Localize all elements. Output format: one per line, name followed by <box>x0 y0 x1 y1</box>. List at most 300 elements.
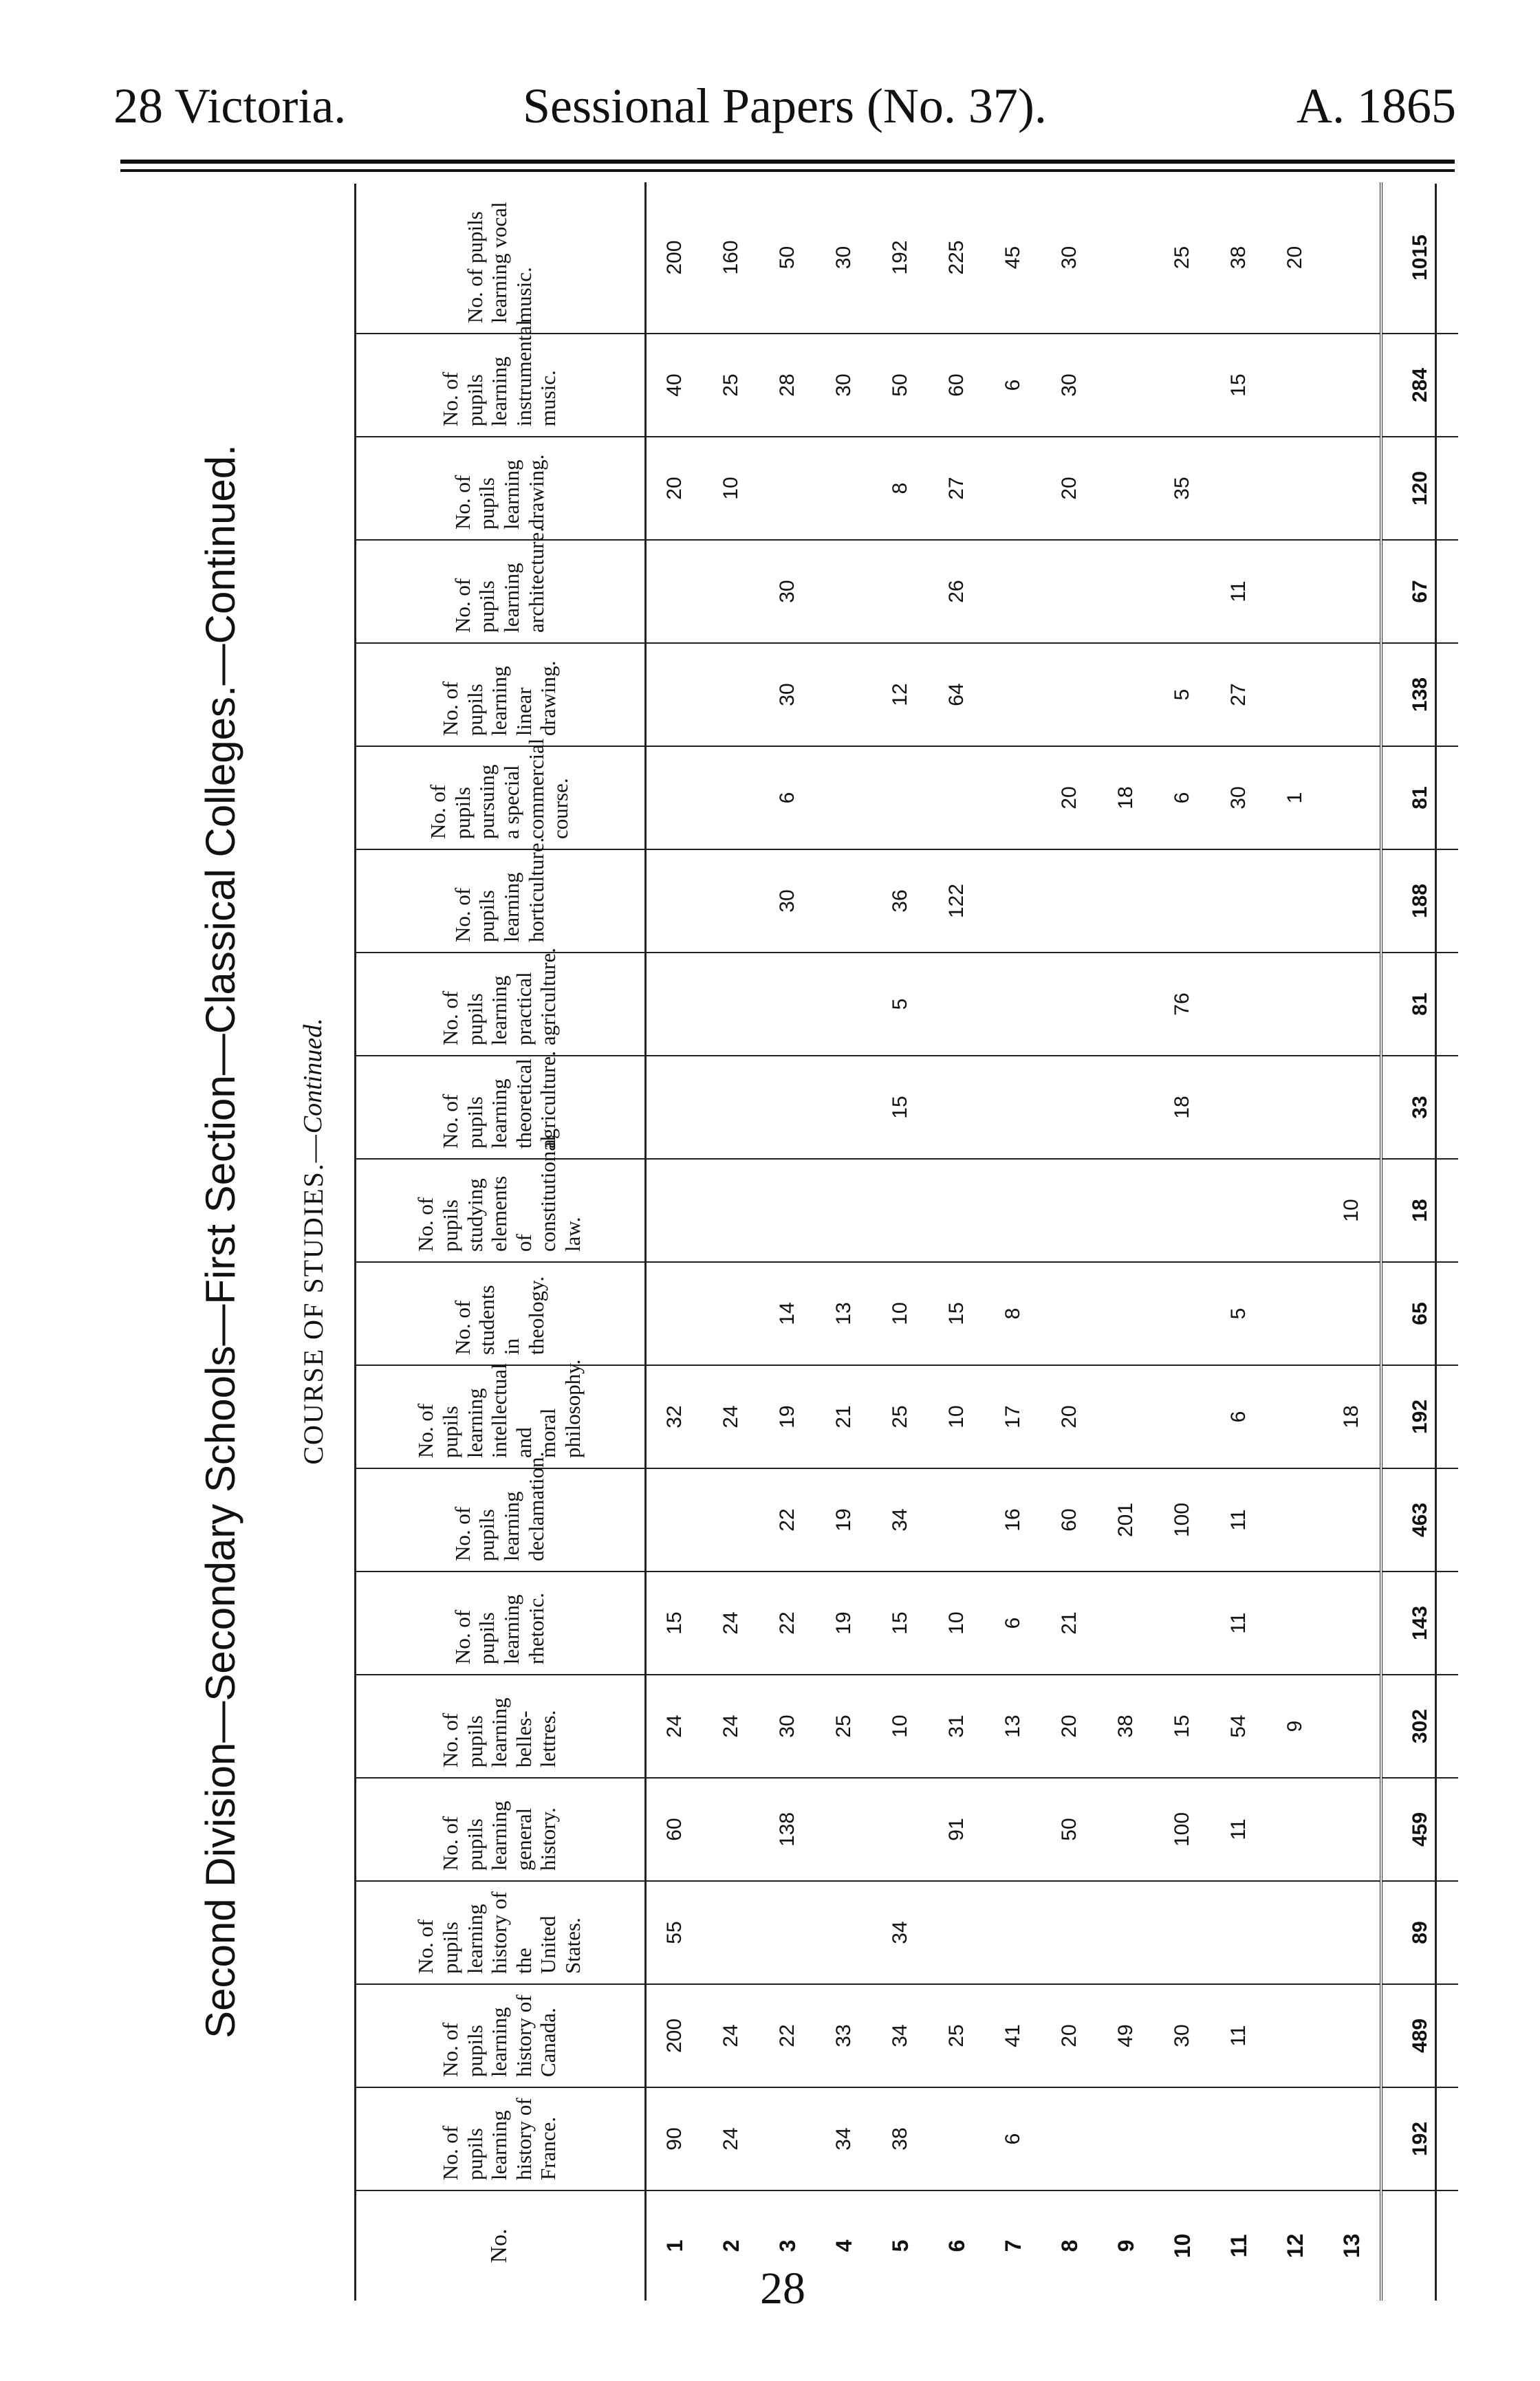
table-cell: 160 <box>703 182 759 334</box>
table-cell: 21 <box>816 1365 872 1468</box>
total-cell: 138 <box>1381 643 1458 746</box>
table-cell <box>1211 1159 1267 1262</box>
table-cell: 30 <box>816 182 872 334</box>
table-cell <box>985 643 1041 746</box>
table-cell: 20 <box>1041 1984 1098 2087</box>
header-rule-thin <box>120 169 1455 172</box>
table-cell: 24 <box>703 1984 759 2087</box>
table-cell <box>816 1159 872 1262</box>
table-row <box>1323 182 1381 2301</box>
column-header: No. of pupils learning drawing. <box>354 437 646 540</box>
table-cell <box>929 1159 985 1262</box>
table-cell: 8 <box>872 437 929 540</box>
table-cell: 8 <box>985 1262 1041 1365</box>
table-cell: 30 <box>1041 182 1098 334</box>
table-cell: 13 <box>985 1675 1041 1778</box>
row-number: 10 <box>1169 2233 1195 2259</box>
table-cell <box>872 1778 929 1881</box>
table-cell: 60 <box>646 1778 704 1881</box>
table-cell <box>1267 437 1323 540</box>
table-cell: 17 <box>985 1365 1041 1468</box>
table-row <box>816 182 872 2301</box>
table-cell: 34 <box>816 2087 872 2190</box>
column-header: No. of pupils learning horticulture. <box>354 849 646 953</box>
table-cell <box>985 953 1041 1056</box>
table-cell: 13 <box>816 1262 872 1365</box>
column-header: No. of pupils learning history of the United States. <box>354 1881 646 1984</box>
table-cell <box>703 746 759 849</box>
table-cell: 25 <box>816 1675 872 1778</box>
table-cell: 15 <box>1211 334 1267 437</box>
table-cell: 24 <box>703 1675 759 1778</box>
table-cell: 21 <box>1041 1572 1098 1675</box>
column-header: No. of pupils learning practical agriculture. <box>354 953 646 1056</box>
table-cell: 100 <box>1154 1468 1211 1572</box>
table-cell: 11 <box>1211 1468 1267 1572</box>
table-row <box>1041 182 1098 2301</box>
table-cell: 36 <box>872 849 929 953</box>
total-cell: 120 <box>1381 437 1458 540</box>
table-cell <box>1211 1056 1267 1159</box>
column-header: No. of pupils learning rhetoric. <box>354 1572 646 1675</box>
table-cell: 27 <box>1211 643 1267 746</box>
table-cell <box>1098 1365 1154 1468</box>
table-cell: 15 <box>929 1262 985 1365</box>
table-cell: 10 <box>872 1675 929 1778</box>
table-cell <box>1267 1572 1323 1675</box>
table-cell: 10 <box>703 437 759 540</box>
table-cell: 41 <box>985 1984 1041 2087</box>
table-cell: 192 <box>872 182 929 334</box>
table-cell: 34 <box>872 1881 929 1984</box>
row-number: 6 <box>944 2239 969 2252</box>
table-cell: 64 <box>929 643 985 746</box>
table-cell <box>816 1778 872 1881</box>
column-header-no: No. <box>354 2190 646 2301</box>
table-cell <box>1154 849 1211 953</box>
table-cell: 25 <box>1154 182 1211 334</box>
table-cell <box>703 1159 759 1262</box>
table-cell <box>759 2087 816 2190</box>
table-cell <box>759 953 816 1056</box>
table-cell <box>1323 1984 1381 2087</box>
column-header: No. of pupils learning architecture. <box>354 540 646 643</box>
table-cell: 30 <box>759 849 816 953</box>
column-header: No. of pupils learning general history. <box>354 1778 646 1881</box>
table-cell: 60 <box>929 334 985 437</box>
table-cell: 9 <box>1267 1675 1323 1778</box>
table-cell <box>703 1262 759 1365</box>
table-cell <box>1041 643 1098 746</box>
table-cell: 18 <box>1323 1365 1381 1468</box>
table-cell <box>816 1881 872 1984</box>
table-cell: 6 <box>1211 1365 1267 1468</box>
column-header: No. of students in theology. <box>354 1262 646 1365</box>
table-cell: 18 <box>1098 746 1154 849</box>
table-cell <box>1154 2087 1211 2190</box>
column-header: No. of pupils learning declamation. <box>354 1468 646 1572</box>
table-cell: 30 <box>1041 334 1098 437</box>
row-number: 13 <box>1338 2233 1364 2259</box>
table-cell: 30 <box>1154 1984 1211 2087</box>
table-cell <box>646 1468 704 1572</box>
table-cell <box>1323 643 1381 746</box>
table-cell: 49 <box>1098 1984 1154 2087</box>
row-number: 2 <box>718 2239 744 2252</box>
table-cell: 200 <box>646 182 704 334</box>
table-cell <box>646 1056 704 1159</box>
table-cell <box>703 643 759 746</box>
table-cell <box>759 437 816 540</box>
table-cell: 6 <box>985 1572 1041 1675</box>
table-cell <box>1323 1056 1381 1159</box>
table-cell <box>703 849 759 953</box>
table-cell <box>1267 643 1323 746</box>
table-cell <box>1098 953 1154 1056</box>
table-cell: 25 <box>929 1984 985 2087</box>
table-cell: 90 <box>646 2087 704 2190</box>
total-cell: 463 <box>1381 1468 1458 1572</box>
table-cell: 33 <box>816 1984 872 2087</box>
table-cell: 24 <box>703 2087 759 2190</box>
table-cell <box>1267 849 1323 953</box>
table-cell <box>646 1262 704 1365</box>
table-cell <box>1098 1262 1154 1365</box>
table-cell: 15 <box>872 1056 929 1159</box>
table-cell <box>703 1468 759 1572</box>
table-cell: 30 <box>816 334 872 437</box>
table-row <box>703 182 759 2301</box>
table-cell: 16 <box>985 1468 1041 1572</box>
table-cell <box>1323 953 1381 1056</box>
table-cell <box>1154 1262 1211 1365</box>
table-cell <box>703 953 759 1056</box>
row-number: 12 <box>1282 2233 1308 2259</box>
table-cell <box>929 2087 985 2190</box>
row-number: 8 <box>1056 2239 1082 2252</box>
table-row <box>1154 182 1211 2301</box>
table-cell <box>816 540 872 643</box>
table-cell <box>1154 540 1211 643</box>
table-cell: 50 <box>1041 1778 1098 1881</box>
table-cell: 15 <box>646 1572 704 1675</box>
table-cell: 40 <box>646 334 704 437</box>
table-cell: 26 <box>929 540 985 643</box>
table-cell: 6 <box>759 746 816 849</box>
table-cell <box>985 849 1041 953</box>
table-cell <box>1041 540 1098 643</box>
table-cell: 200 <box>646 1984 704 2087</box>
totals-row <box>1381 182 1458 2301</box>
table-cell: 12 <box>872 643 929 746</box>
table-cell <box>1267 1881 1323 1984</box>
table-cell <box>816 437 872 540</box>
column-header: No. of pupils studying elements of constitutional law. <box>354 1159 646 1262</box>
table-cell <box>646 1159 704 1262</box>
table-cell <box>929 1468 985 1572</box>
table-cell: 19 <box>816 1572 872 1675</box>
total-cell: 18 <box>1381 1159 1458 1262</box>
table-cell: 22 <box>759 1572 816 1675</box>
table-cell: 19 <box>816 1468 872 1572</box>
table-cell: 50 <box>759 182 816 334</box>
row-number: 5 <box>887 2239 913 2252</box>
table-cell <box>1323 1881 1381 1984</box>
table-cell: 100 <box>1154 1778 1211 1881</box>
table-cell <box>759 1881 816 1984</box>
table-cell <box>816 953 872 1056</box>
table-cell <box>816 643 872 746</box>
table-cell <box>646 643 704 746</box>
table-cell <box>1267 540 1323 643</box>
table-row <box>985 182 1041 2301</box>
row-number: 1 <box>662 2239 687 2252</box>
table-cell <box>1098 643 1154 746</box>
table-cell <box>646 849 704 953</box>
total-cell: 65 <box>1381 1262 1458 1365</box>
table-cell: 38 <box>1211 182 1267 334</box>
total-cell: 1015 <box>1381 182 1458 334</box>
table-cell: 6 <box>985 334 1041 437</box>
table-cell <box>1323 849 1381 953</box>
table-cell <box>759 1056 816 1159</box>
total-cell: 302 <box>1381 1675 1458 1778</box>
table-cell <box>985 437 1041 540</box>
table-cell <box>1041 849 1098 953</box>
table-cell <box>1211 437 1267 540</box>
table-cell <box>703 540 759 643</box>
table-cell <box>1323 437 1381 540</box>
table-cell: 24 <box>646 1675 704 1778</box>
table-cell <box>985 1159 1041 1262</box>
table-cell <box>646 540 704 643</box>
table-cell: 28 <box>759 334 816 437</box>
table-cell: 25 <box>872 1365 929 1468</box>
column-header: No. of pupils learning belles-lettres. <box>354 1675 646 1778</box>
table-cell: 55 <box>646 1881 704 1984</box>
table-cell: 19 <box>759 1365 816 1468</box>
column-header: No. of pupils learning vocal music. <box>354 182 646 334</box>
table-cell <box>1267 1778 1323 1881</box>
total-cell: 489 <box>1381 1984 1458 2087</box>
column-header: No. of pupils learning intellectual and moral philosophy. <box>354 1365 646 1468</box>
table-cell <box>1323 2087 1381 2190</box>
table-cell <box>1267 1468 1323 1572</box>
table-cell: 10 <box>929 1365 985 1468</box>
table-row <box>872 182 929 2301</box>
column-header: No. of pupils learning history of Canada. <box>354 1984 646 2087</box>
total-cell: 192 <box>1381 2087 1458 2190</box>
total-cell: 188 <box>1381 849 1458 953</box>
table-cell <box>1267 2087 1323 2190</box>
table-cell <box>1267 1984 1323 2087</box>
table-cell <box>929 746 985 849</box>
table-cell: 54 <box>1211 1675 1267 1778</box>
table-cell <box>703 1056 759 1159</box>
table-cell: 45 <box>985 182 1041 334</box>
table-cell <box>1323 1572 1381 1675</box>
table-cell <box>1323 334 1381 437</box>
table-cell <box>646 746 704 849</box>
table-cell <box>1098 334 1154 437</box>
table-cell <box>646 953 704 1056</box>
row-number: 3 <box>774 2239 800 2252</box>
table-cell <box>759 1159 816 1262</box>
table-cell: 76 <box>1154 953 1211 1056</box>
table-cell <box>1323 182 1381 334</box>
table-cell <box>1098 182 1154 334</box>
table-cell: 22 <box>759 1984 816 2087</box>
table-cell <box>1098 2087 1154 2190</box>
table-cell <box>1041 1262 1098 1365</box>
table-cell: 6 <box>1154 746 1211 849</box>
table-cell: 25 <box>703 334 759 437</box>
column-header: No. of pupils learning linear drawing. <box>354 643 646 746</box>
table-cell <box>1323 1675 1381 1778</box>
column-header: No. of pupils learning history of France. <box>354 2087 646 2190</box>
page-number: 28 <box>760 2263 805 2314</box>
row-number: 9 <box>1113 2239 1138 2252</box>
table-cell <box>1154 1572 1211 1675</box>
table-cell: 38 <box>872 2087 929 2190</box>
total-cell: 192 <box>1381 1365 1458 1468</box>
header-rule-thick <box>120 160 1455 164</box>
table-cell <box>1098 1881 1154 1984</box>
total-cell: 33 <box>1381 1056 1458 1159</box>
table-cell <box>1267 1056 1323 1159</box>
table-title: Second Division—Secondary Schools—First Section—Classical Colleges.—Continued. <box>197 444 243 2038</box>
table-cell <box>985 540 1041 643</box>
table-cell: 201 <box>1098 1468 1154 1572</box>
table-cell <box>1267 953 1323 1056</box>
table-row <box>1267 182 1323 2301</box>
table-cell: 6 <box>985 2087 1041 2190</box>
table-cell: 10 <box>1323 1159 1381 1262</box>
table-cell <box>985 746 1041 849</box>
table-cell: 20 <box>1041 1365 1098 1468</box>
table-cell: 20 <box>1041 437 1098 540</box>
table-cell: 24 <box>703 1365 759 1468</box>
table-cell <box>872 540 929 643</box>
table-cell: 30 <box>759 643 816 746</box>
table-cell: 91 <box>929 1778 985 1881</box>
table-cell: 11 <box>1211 1572 1267 1675</box>
table-cell: 11 <box>1211 540 1267 643</box>
total-cell: 81 <box>1381 746 1458 849</box>
table-cell <box>1267 1262 1323 1365</box>
subtitle-continued: Continued. <box>299 1018 327 1134</box>
table-cell <box>872 746 929 849</box>
table-row <box>929 182 985 2301</box>
table-cell: 5 <box>1154 643 1211 746</box>
table-cell <box>1098 849 1154 953</box>
table-cell: 30 <box>759 1675 816 1778</box>
table-header-row <box>354 182 646 2301</box>
table-cell <box>985 1881 1041 1984</box>
table-cell <box>816 849 872 953</box>
table-cell <box>985 1056 1041 1159</box>
table-cell: 32 <box>646 1365 704 1468</box>
table-cell: 15 <box>872 1572 929 1675</box>
table-cell <box>816 1056 872 1159</box>
table-cell: 15 <box>1154 1675 1211 1778</box>
table-cell <box>1211 849 1267 953</box>
table-subtitle <box>272 182 354 2301</box>
table-cell: 35 <box>1154 437 1211 540</box>
table-cell <box>929 953 985 1056</box>
table-row <box>759 182 816 2301</box>
table-cell <box>1098 1056 1154 1159</box>
table-cell: 20 <box>1041 1675 1098 1778</box>
table-row <box>1098 182 1154 2301</box>
table-cell: 11 <box>1211 1778 1267 1881</box>
table-cell <box>1211 953 1267 1056</box>
total-cell: 81 <box>1381 953 1458 1056</box>
table-cell <box>1041 953 1098 1056</box>
total-cell: 459 <box>1381 1778 1458 1881</box>
table-cell <box>1154 1365 1211 1468</box>
table-cell <box>1154 1881 1211 1984</box>
table-row <box>646 182 704 2301</box>
table-cell <box>1323 1468 1381 1572</box>
subtitle-text: COURSE OF STUDIES.— <box>297 1133 329 1465</box>
table-cell <box>1041 1881 1098 1984</box>
header-year: A. 1865 <box>1297 78 1456 133</box>
table-cell: 34 <box>872 1468 929 1572</box>
column-header: No. of pupils learning theoretical agriculture. <box>354 1056 646 1159</box>
row-number: 4 <box>831 2239 856 2252</box>
table-cell: 30 <box>1211 746 1267 849</box>
table-cell <box>985 1778 1041 1881</box>
row-number: 7 <box>1000 2239 1026 2252</box>
table-cell <box>1098 437 1154 540</box>
table-cell <box>1098 1572 1154 1675</box>
table-cell <box>929 1056 985 1159</box>
table-cell: 31 <box>929 1675 985 1778</box>
table-cell <box>1154 1159 1211 1262</box>
table-cell <box>1267 334 1323 437</box>
table-cell <box>1041 1159 1098 1262</box>
total-cell <box>1381 2190 1458 2301</box>
table-cell <box>1041 1056 1098 1159</box>
table-cell: 138 <box>759 1778 816 1881</box>
table-cell: 14 <box>759 1262 816 1365</box>
table-cell: 20 <box>1267 182 1323 334</box>
table-cell <box>1154 334 1211 437</box>
table-cell: 1 <box>1267 746 1323 849</box>
rotated-table-block <box>169 182 1434 2301</box>
table-cell <box>703 1881 759 1984</box>
table-cell <box>1323 1778 1381 1881</box>
table-cell <box>872 1159 929 1262</box>
header-session: 28 Victoria. <box>113 78 347 133</box>
table-cell <box>1211 1881 1267 1984</box>
table-cell <box>816 746 872 849</box>
table-cell: 22 <box>759 1468 816 1572</box>
table-cell <box>929 1881 985 1984</box>
table-cell: 60 <box>1041 1468 1098 1572</box>
table-cell: 225 <box>929 182 985 334</box>
header-papers-title: Sessional Papers (No. 37). <box>523 78 1047 133</box>
table-cell: 27 <box>929 437 985 540</box>
table-cell: 30 <box>759 540 816 643</box>
table-cell: 34 <box>872 1984 929 2087</box>
table-cell: 20 <box>1041 746 1098 849</box>
row-number: 11 <box>1226 2234 1251 2258</box>
total-cell: 143 <box>1381 1572 1458 1675</box>
course-of-studies-table <box>354 182 1458 2301</box>
table-cell <box>1098 1778 1154 1881</box>
